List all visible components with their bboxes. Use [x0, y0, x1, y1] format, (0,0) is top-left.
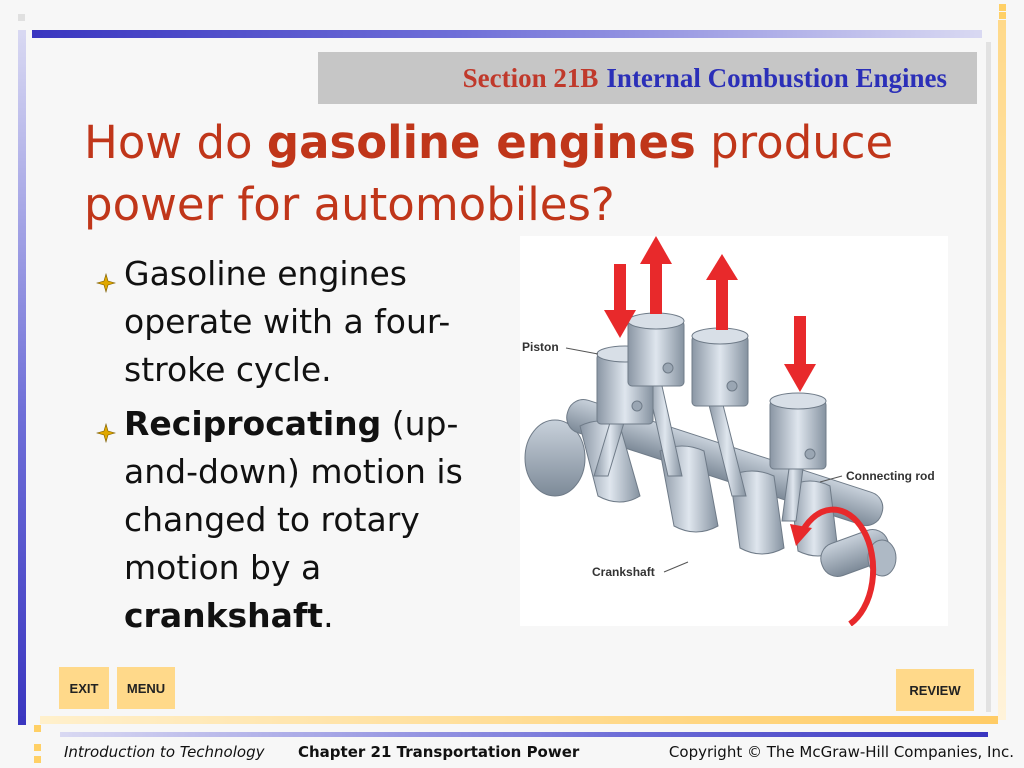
corner-square	[999, 4, 1006, 11]
crankshaft-illustration	[520, 236, 948, 626]
piston-label: Piston	[522, 340, 559, 354]
review-button[interactable]: REVIEW	[896, 669, 974, 711]
bullet-plain: .	[323, 596, 334, 635]
slide-title	[84, 112, 964, 236]
exit-button[interactable]: EXIT	[59, 667, 109, 709]
bottom-accent-bar	[40, 716, 998, 724]
footer-book-title: Introduction to Technology	[64, 743, 265, 761]
corner-square	[34, 756, 41, 763]
right-grey-bar	[986, 42, 991, 712]
footer-copyright: Copyright © The McGraw-Hill Companies, Inc.	[668, 743, 1014, 761]
section-label: Section 21B	[462, 62, 599, 93]
crankshaft-label: Crankshaft	[592, 565, 655, 579]
list-item	[96, 400, 516, 640]
corner-square	[18, 14, 25, 21]
list-item	[96, 250, 516, 394]
title-text: How do	[84, 116, 267, 169]
footer-chapter: Chapter 21 Transportation Power	[298, 743, 580, 761]
bottom-blue-bar	[60, 732, 988, 737]
bullet-list	[96, 250, 516, 646]
arrow-up-icon	[706, 254, 738, 330]
crankshaft-shape	[525, 395, 896, 581]
engine-diagram	[520, 236, 948, 626]
arrow-up-icon	[640, 236, 672, 314]
connecting-rod-label: Connecting rod	[846, 469, 935, 483]
title-text: produce power for automobiles?	[84, 116, 894, 231]
menu-button[interactable]: MENU	[117, 667, 175, 709]
top-accent-bar	[32, 30, 982, 38]
star-sparkle-icon	[96, 250, 124, 306]
bullet-text: Gasoline engines operate with a four-stroke cycle.	[124, 254, 451, 389]
corner-square	[34, 744, 41, 751]
corner-square	[18, 716, 25, 723]
bullet-text	[124, 400, 516, 640]
section-title: Internal Combustion Engines	[606, 62, 947, 93]
corner-square	[999, 12, 1006, 19]
bullet-plain: (up-and-down) motion is changed to rotary motion by a	[124, 404, 463, 587]
section-banner	[318, 52, 977, 104]
arrow-down-icon	[784, 316, 816, 392]
bullet-bold: Reciprocating	[124, 404, 382, 443]
bullet-bold: crankshaft	[124, 596, 324, 635]
corner-square	[34, 725, 41, 732]
title-emphasis: gasoline engines	[266, 116, 696, 169]
right-accent-bar	[998, 20, 1006, 720]
left-accent-bar	[18, 30, 26, 725]
star-sparkle-icon	[96, 400, 124, 456]
